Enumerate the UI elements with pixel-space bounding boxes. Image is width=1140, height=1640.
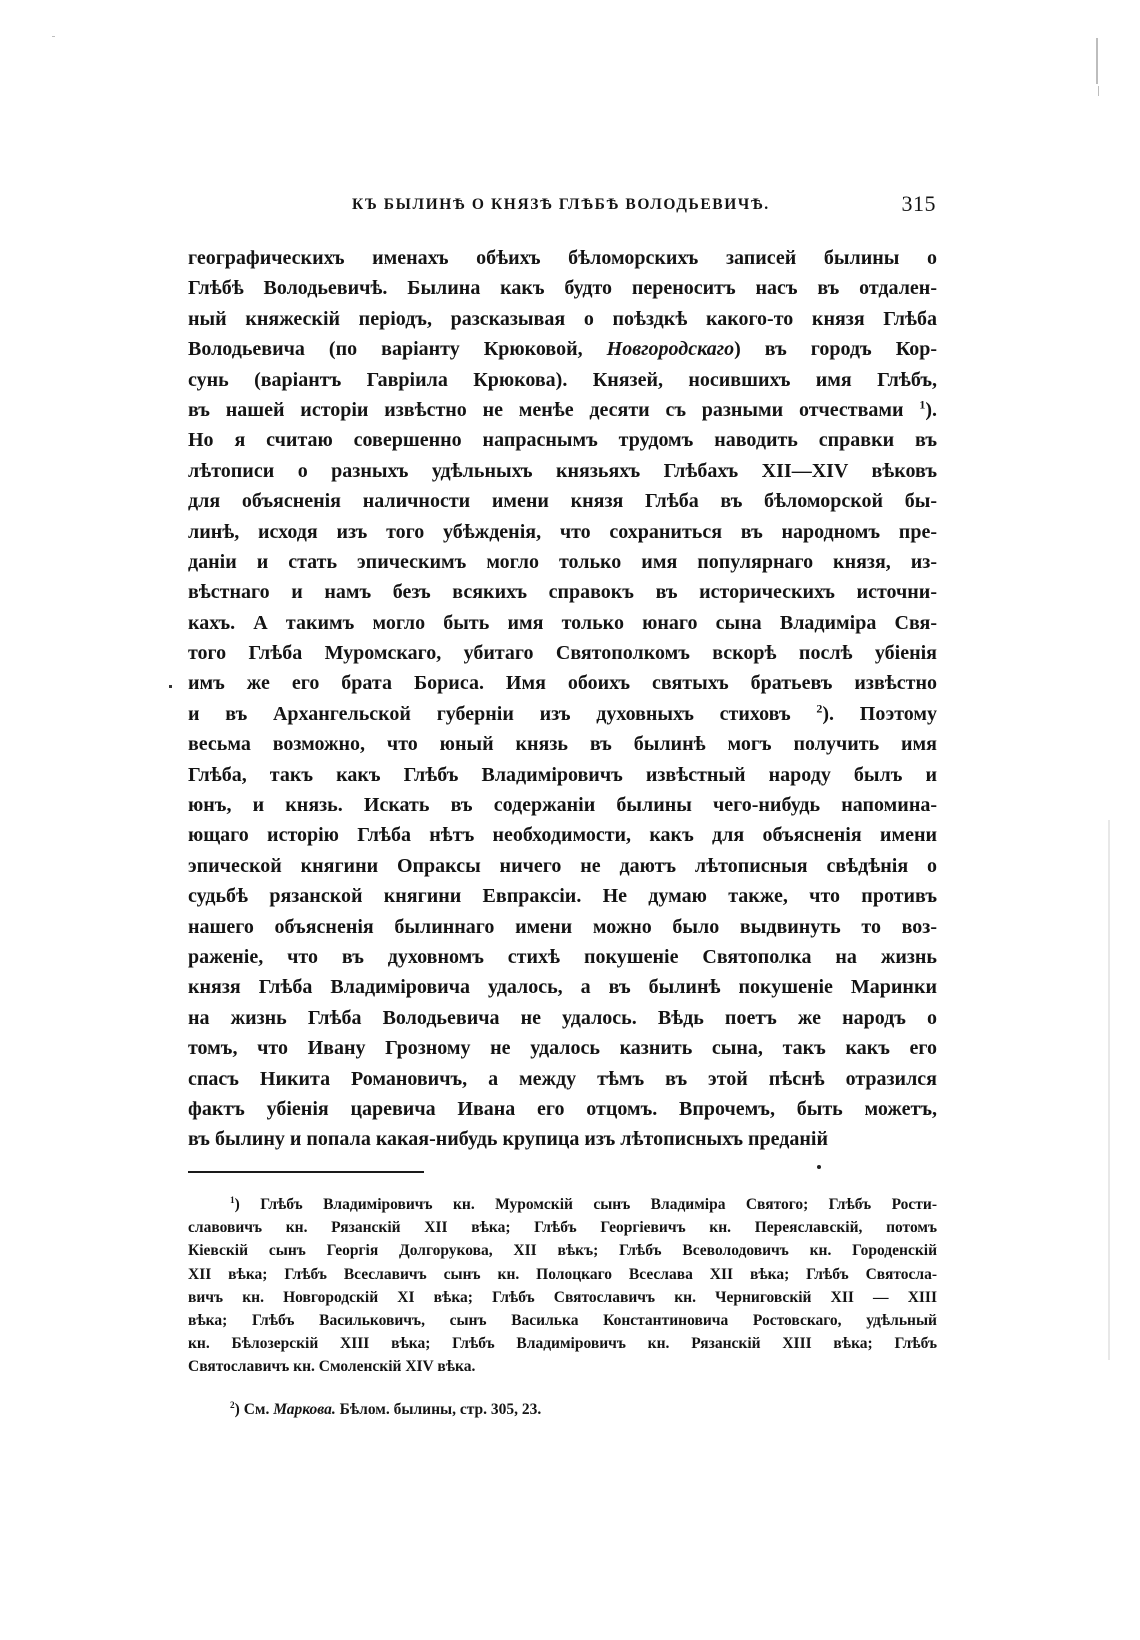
scan-edge-mark bbox=[52, 36, 55, 37]
text-line: спасъ Никита Романовичъ, а между тѣмъ въ этой пѣснѣ отразился bbox=[188, 1067, 937, 1090]
footnote-marker: 2 bbox=[230, 1400, 235, 1411]
text-line: нашего объясненія былиннаго имени можно было выдвинуть то воз- bbox=[188, 915, 937, 938]
text-line: сунь (варіантъ Гавріила Крюкова). Князей, носившихъ имя Глѣбъ, bbox=[188, 368, 937, 391]
text-fragment: ). Поэтому bbox=[822, 702, 937, 725]
footnote-line bbox=[188, 1193, 937, 1216]
italic-title: Новгородскаго bbox=[606, 338, 735, 361]
text-line: Глѣба, такъ какъ Глѣбъ Владиміровичъ извѣстный народу былъ и bbox=[188, 763, 937, 786]
text-line: томъ, что Ивану Грозному не удалось казнить сына, такъ какъ его bbox=[188, 1037, 937, 1060]
text-line bbox=[188, 334, 937, 364]
text-line: фактъ убіенія царевича Ивана его отцомъ. Впрочемъ, быть можетъ, bbox=[188, 1097, 937, 1120]
footnote-marker: 1 bbox=[230, 1195, 235, 1206]
footnote-ref[interactable]: 2 bbox=[816, 701, 823, 716]
footnote-line: вѣка; Глѣбъ Васильковичъ, сынъ Василька Константиновича Ростовскаго, удѣльный bbox=[188, 1311, 937, 1329]
footnote-line: славовичъ кн. Рязанскій XII вѣка; Глѣбъ Георгіевичъ кн. Переяславскій, потомъ bbox=[188, 1219, 937, 1237]
text-line: вѣстнаго и намъ безъ всякихъ справокъ въ историческихъ источни- bbox=[188, 581, 937, 604]
text-line: того Глѣба Муромскаго, убитаго Святополкомъ вскорѣ послѣ убіенія bbox=[188, 642, 937, 665]
page-number: 315 bbox=[901, 191, 936, 216]
text-line: Глѣбѣ Володьевичѣ. Былина какъ будто переноситъ насъ въ отдален- bbox=[188, 277, 937, 300]
text-line: ющаго исторію Глѣба нѣтъ необходимости, какъ для объясненія имени bbox=[188, 824, 937, 847]
footnote-line: вичъ кн. Новгородскій XI вѣка; Глѣбъ Святославичъ кн. Черниговскій XII — XIII bbox=[188, 1288, 937, 1306]
footnote-line: XII вѣка; Глѣбъ Всеславичъ сынъ кн. Полоцкаго Всеслава XII вѣка; Глѣбъ Святосла- bbox=[188, 1265, 937, 1283]
text-line: ный княжескій періодъ, разсказывая о поѣздкѣ какого-то князя Глѣба bbox=[188, 307, 937, 330]
text-line: юнъ, и князь. Искать въ содержаніи былины чего-нибудь напомина- bbox=[188, 794, 937, 817]
scan-edge-mark bbox=[1096, 38, 1098, 84]
text-line: кахъ. А такимъ могло быть имя только юнаго сына Владиміра Свя- bbox=[188, 611, 937, 634]
footnote-2 bbox=[230, 1401, 541, 1419]
text-line: князя Глѣба Владиміровича удалось, а въ былинѣ покушеніе Маринки bbox=[188, 976, 937, 999]
text-line: въ былину и попала какая-нибудь крупица изъ лѣтописныхъ преданій bbox=[188, 1128, 829, 1151]
text-line: Но я считаю совершенно напраснымъ трудомъ наводить справки въ bbox=[188, 429, 937, 452]
scan-edge-mark bbox=[1098, 86, 1099, 96]
text-line: раженіе, что въ духовномъ стихѣ покушеніе Святополка на жизнь bbox=[188, 945, 937, 968]
footnote-rule bbox=[188, 1171, 424, 1173]
body-text bbox=[188, 243, 937, 1155]
text-fragment: Володьевича (по варіанту Крюковой, bbox=[188, 338, 583, 361]
text-line: весьма возможно, что юный князь въ былинѣ могъ получить имя bbox=[188, 733, 937, 756]
text-line: эпической княгини Опраксы ничего не даютъ лѣтописныя свѣдѣнія о bbox=[188, 854, 937, 877]
text-line: географическихъ именахъ обѣихъ бѣломорскихъ записей былины о bbox=[188, 247, 937, 269]
text-fragment: ) въ городъ Кор- bbox=[734, 338, 937, 361]
footnote-line: Кіевскій сынъ Георгія Долгорукова, XII вѣкъ; Глѣбъ Всеволодовичъ кн. Городенскій bbox=[188, 1242, 937, 1260]
text-fragment: ) См. bbox=[234, 1401, 270, 1418]
text-line: на жизнь Глѣба Володьевича не удалось. Вѣдь поетъ же народъ о bbox=[188, 1006, 937, 1029]
text-fragment: ) Глѣбъ Владиміровичъ кн. Муромскій сынъ Владиміра Святого; Глѣбъ Рости- bbox=[234, 1196, 937, 1213]
scan-edge-mark bbox=[1108, 820, 1110, 1360]
running-title: КЪ БЫЛИНѢ О КНЯЗѢ ГЛѢБѢ ВОЛОДЬЕВИЧѢ. bbox=[352, 196, 770, 213]
text-line bbox=[188, 395, 937, 425]
margin-speck bbox=[169, 685, 172, 688]
footnote-line: кн. Бѣлозерскій XIII вѣка; Глѣбъ Владиміровичъ кн. Рязанскій XIII вѣка; Глѣбъ bbox=[188, 1335, 937, 1353]
author-name: Маркова. bbox=[273, 1401, 336, 1418]
footnote-line: Святославичъ кн. Смоленскій XIV вѣка. bbox=[188, 1358, 476, 1376]
text-line: имъ же его брата Бориса. Имя обоихъ святыхъ братьевъ извѣстно bbox=[188, 672, 937, 695]
text-line: линѣ, исходя изъ того убѣжденія, что сохраниться въ народномъ пре- bbox=[188, 520, 937, 543]
footnote-1 bbox=[188, 1193, 937, 1379]
text-line bbox=[188, 699, 937, 729]
text-line: даніи и стать эпическимъ могло только имя популярнаго князя, из- bbox=[188, 550, 937, 573]
running-header bbox=[190, 191, 936, 226]
footnote-ref[interactable]: 1 bbox=[919, 397, 926, 412]
text-fragment: Бѣлом. былины, стр. 305, 23. bbox=[339, 1401, 542, 1418]
print-speck bbox=[817, 1165, 821, 1169]
text-line: судьбѣ рязанской княгини Евпраксіи. Не думаю также, что противъ bbox=[188, 885, 937, 908]
text-fragment: въ нашей исторіи извѣстно не менѣе десяти съ разными отчествами bbox=[188, 398, 904, 421]
text-fragment: и въ Архангельской губерніи изъ духовныхъ стиховъ bbox=[188, 702, 791, 725]
text-line: лѣтописи о разныхъ удѣльныхъ князьяхъ Глѣбахъ XII—XIV вѣковъ bbox=[188, 459, 937, 482]
text-fragment: ). bbox=[925, 398, 937, 421]
text-line: для объясненія наличности имени князя Глѣба въ бѣломорской бы- bbox=[188, 490, 937, 513]
